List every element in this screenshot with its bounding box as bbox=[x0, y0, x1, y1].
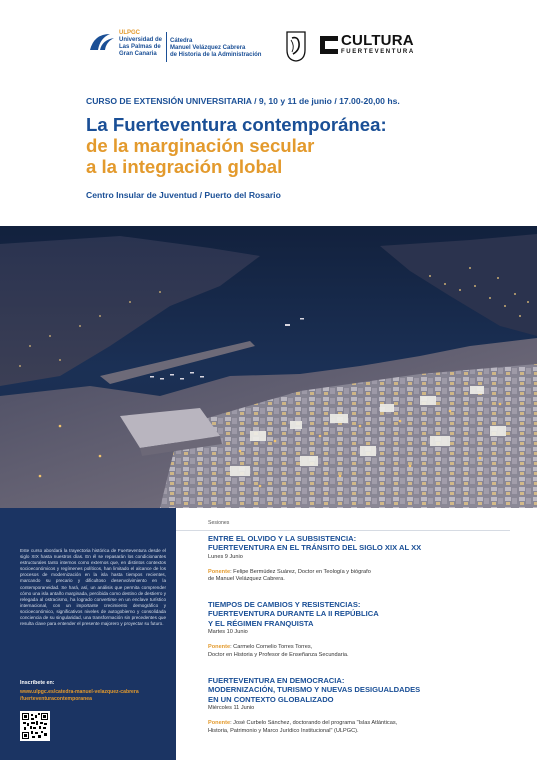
session-title-line: ENTRE EL OLVIDO Y LA SUBSISTENCIA: bbox=[208, 534, 357, 543]
session-title-line: FUERTEVENTURA EN EL TRÁNSITO DEL SIGLO XIX AL XX bbox=[208, 543, 422, 553]
session-title bbox=[208, 676, 508, 704]
ulpgc-line: Universidad de bbox=[119, 37, 163, 43]
session-item bbox=[208, 600, 508, 659]
logo-divider bbox=[166, 32, 167, 62]
session-title-line: FUERTEVENTURA EN DEMOCRACIA: bbox=[208, 676, 345, 685]
ulpgc-wave-icon bbox=[88, 30, 116, 54]
speaker-role: Doctor en Historia y Profesor de Enseñanza Secundaria. bbox=[208, 651, 349, 658]
session-item bbox=[208, 534, 508, 584]
cultura-wordmark: CULTURA bbox=[341, 32, 414, 49]
ulpgc-line: Las Palmas de bbox=[119, 44, 161, 50]
session-title-line: TIEMPOS DE CAMBIOS Y RESISTENCIAS: bbox=[208, 600, 361, 609]
aerial-city-photo bbox=[0, 226, 537, 508]
cabildo-seal-icon bbox=[285, 30, 307, 62]
signup-label: Inscríbete en: bbox=[20, 680, 55, 686]
ulpgc-line: Gran Canaria bbox=[119, 51, 157, 57]
speaker-role: de Manuel Velázquez Cabrera. bbox=[208, 576, 285, 583]
subtitle-line: a la integración global bbox=[86, 156, 283, 177]
ulpgc-logo bbox=[88, 30, 162, 58]
speaker-name: : José Curbelo Sánchez, doctorando del programa "Islas Atlánticas, bbox=[230, 720, 398, 727]
signup-link-line[interactable]: www.ulpgc.es/catedra-manuel-velazquez-cabrera bbox=[20, 689, 139, 695]
page-subtitle bbox=[86, 135, 314, 177]
speaker-role: Historia, Patrimonio y Marco Jurídico Institucional" (ULPGC). bbox=[208, 727, 359, 734]
catedra-line: Manuel Velázquez Cabrera bbox=[170, 45, 246, 51]
catedra-line: Cátedra bbox=[170, 38, 193, 44]
session-date: Miércoles 11 Junio bbox=[208, 705, 255, 712]
session-title bbox=[208, 534, 508, 553]
session-item bbox=[208, 676, 508, 735]
speaker-label: Ponente bbox=[208, 644, 231, 651]
catedra-line: de Historia de la Administración bbox=[170, 52, 262, 58]
session-title-line: EN UN CONTEXTO GLOBALIZADO bbox=[208, 694, 334, 704]
intro-text: Este curso abordará la trayectoria histórica de Fuerteventura desde el siglo XIX hasta nuestros días. En él se repasarán los condicionantes estructurales tanto internos como externos que, en distintos contextos socioeconómicos y regímenes políticos, han limitado el alcance de los procesos de modernización en la isla hasta tiempos recientes, marcando su precario y dificultoso desenvolvimiento en la contemporaneidad. Se hará, así, un análisis que permita comprender cómo una isla antaño marginada, percibida como destino de destierro y relegada al ostracismo, ha logrado convertirse en un enclave turístico internacional, con un importante crecimiento demográfico y socioeconómico, significativos niveles de autogobierno y consolidada conciencia de su singularidad, una transformación sin precedentes que resulta clave para entender el presente majorero y proyectar su futuro. bbox=[20, 548, 166, 627]
speaker-label: Ponente bbox=[208, 720, 231, 727]
sessions-section bbox=[176, 508, 537, 760]
session-speaker bbox=[208, 569, 508, 584]
signup-link-line[interactable]: /fuerteventuracontemporanea bbox=[20, 696, 92, 702]
cultura-subword: FUERTEVENTURA bbox=[341, 49, 415, 55]
intro-panel bbox=[0, 508, 176, 760]
session-title-line: Y EL RÉGIMEN FRANQUISTA bbox=[208, 618, 314, 628]
ulpgc-code: ULPGC bbox=[119, 30, 140, 36]
session-speaker bbox=[208, 644, 508, 659]
sessions-label: Sesiones bbox=[208, 520, 230, 526]
speaker-name: : Felipe Bermúdez Suárez, Doctor en Teología y biógrafo bbox=[230, 568, 371, 575]
qr-code-icon[interactable] bbox=[20, 711, 50, 741]
course-info: CURSO DE EXTENSIÓN UNIVERSITARIA / 9, 10 y 11 de junio / 17.00-20,00 hs. bbox=[86, 96, 400, 106]
session-title-line: FUERTEVENTURA DURANTE LA II REPÚBLICA bbox=[208, 609, 379, 619]
venue: Centro Insular de Juventud / Puerto del Rosario bbox=[86, 190, 281, 200]
signup-link[interactable] bbox=[20, 689, 170, 703]
session-speaker bbox=[208, 720, 508, 735]
speaker-label: Ponente bbox=[208, 568, 231, 575]
session-divider bbox=[176, 530, 510, 531]
session-title-line: MODERNIZACIÓN, TURISMO Y NUEVAS DESIGUALDADES bbox=[208, 685, 421, 695]
session-date: Lunes 9 Junio bbox=[208, 553, 243, 560]
catedra-logo bbox=[170, 38, 261, 59]
logo-bar bbox=[0, 30, 537, 72]
cultura-logo bbox=[320, 34, 415, 56]
speaker-name: : Carmelo Cornelio Torres Torres, bbox=[230, 644, 313, 651]
page-title: La Fuerteventura contemporánea: bbox=[86, 114, 387, 135]
session-date: Martes 10 Junio bbox=[208, 629, 248, 636]
subtitle-line: de la marginación secular bbox=[86, 135, 315, 156]
session-title bbox=[208, 600, 508, 628]
cultura-mark-icon bbox=[320, 36, 338, 54]
